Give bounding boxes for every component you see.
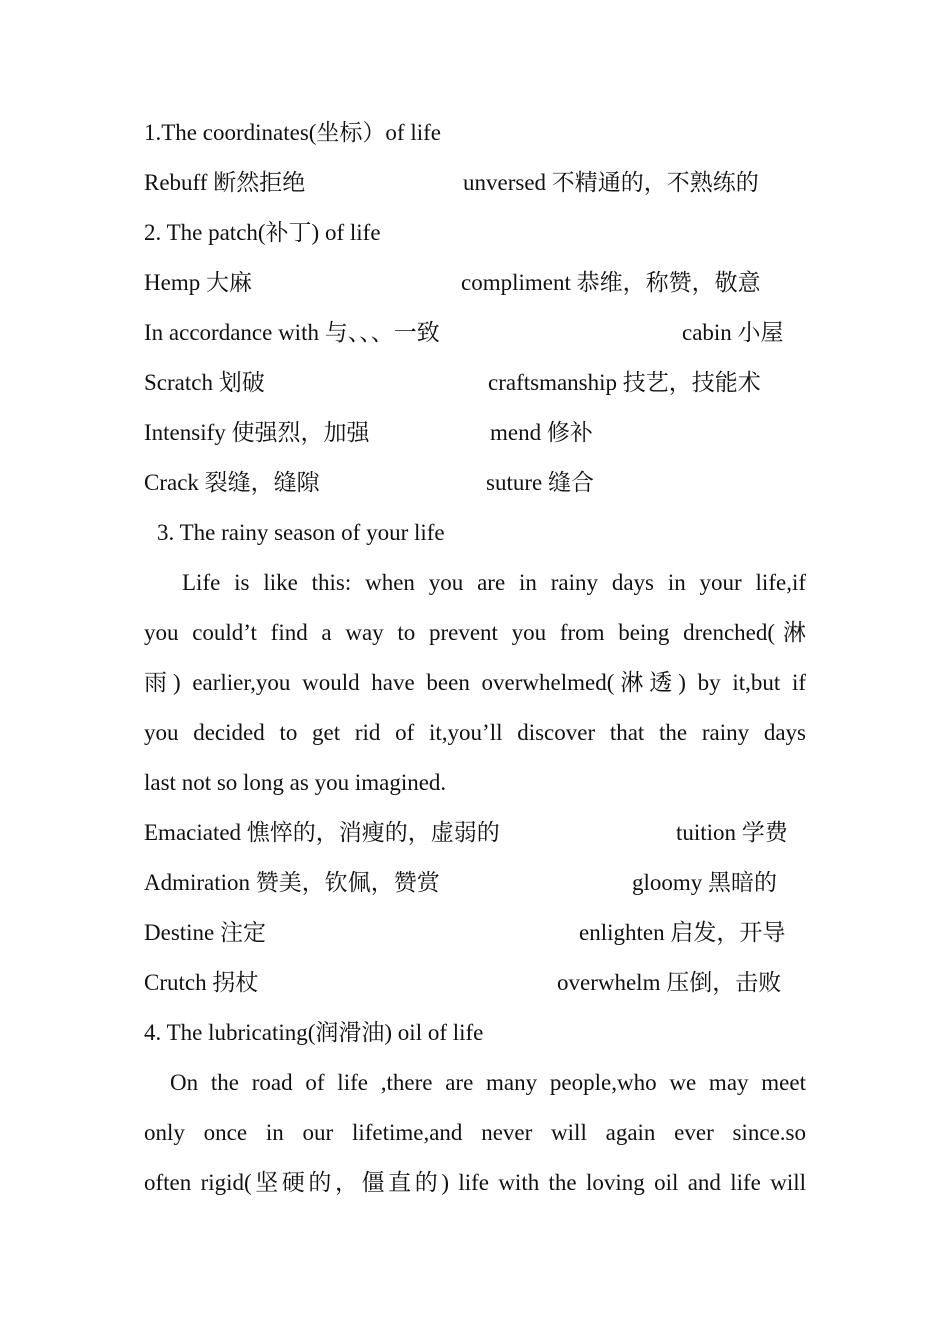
vocab-term: Destine 注定 [144, 920, 267, 945]
heading-text: 3. The rainy season of your life [157, 520, 445, 545]
paragraph-line: On the road of life ,there are many people,who we may meet [170, 1070, 806, 1095]
section-heading-1 [144, 116, 806, 150]
vocab-row [144, 816, 806, 850]
paragraph-line: Life is like this: when you are in rainy days in your life,if [182, 570, 806, 595]
vocab-term: tuition 学费 [676, 820, 788, 845]
vocab-row [144, 416, 806, 450]
vocab-term: In accordance with 与、、、一致 [144, 320, 440, 345]
vocab-term: cabin 小屋 [682, 320, 784, 345]
paragraph-line: you decided to get rid of it,you’ll discover that the rainy days [144, 720, 806, 745]
vocab-term: Hemp 大麻 [144, 270, 252, 295]
vocab-row [144, 166, 806, 200]
section-heading-4 [144, 1016, 806, 1050]
vocab-row [144, 866, 806, 900]
section-heading-2 [144, 216, 806, 250]
paragraph-line: often rigid(坚硬的，僵直的) life with the loving oil and life will [144, 1170, 806, 1195]
vocab-term: unversed 不精通的，不熟练的 [463, 170, 759, 195]
paragraph-line: only once in our lifetime,and never will again ever since.so [144, 1120, 806, 1145]
section-heading-3 [144, 516, 806, 550]
paragraph-line: 雨) earlier,you would have been overwhelmed(淋透) by it,but if [144, 670, 806, 695]
vocab-term: Crack 裂缝，缝隙 [144, 470, 320, 495]
vocab-term: overwhelm 压倒，击败 [557, 970, 782, 995]
vocab-row [144, 916, 806, 950]
paragraph-line: last not so long as you imagined. [144, 770, 447, 795]
vocab-term: Emaciated 憔悴的，消瘦的，虚弱的 [144, 820, 500, 845]
heading-text: 4. The lubricating(润滑油) oil of life [144, 1020, 484, 1045]
vocab-term: compliment 恭维，称赞，敬意 [461, 270, 761, 295]
vocab-term: Intensify 使强烈，加强 [144, 420, 370, 445]
heading-text: 1.The coordinates(坐标）of life [144, 120, 441, 145]
vocab-row [144, 316, 806, 350]
vocab-row [144, 266, 806, 300]
vocab-term: gloomy 黑暗的 [632, 870, 778, 895]
paragraph-line: you could’t find a way to prevent you from being drenched(淋 [144, 620, 806, 645]
vocab-term: enlighten 启发，开导 [579, 920, 786, 945]
vocab-term: Admiration 赞美，钦佩，赞赏 [144, 870, 440, 895]
vocab-term: suture 缝合 [486, 470, 594, 495]
vocab-row [144, 966, 806, 1000]
vocab-term: Scratch 划破 [144, 370, 265, 395]
vocab-term: Crutch 拐杖 [144, 970, 259, 995]
vocab-row [144, 466, 806, 500]
vocab-term: craftsmanship 技艺，技能术 [488, 370, 761, 395]
vocab-term: mend 修补 [490, 420, 593, 445]
vocab-term: Rebuff 断然拒绝 [144, 170, 306, 195]
heading-text: 2. The patch(补丁) of life [144, 220, 381, 245]
vocab-row [144, 366, 806, 400]
